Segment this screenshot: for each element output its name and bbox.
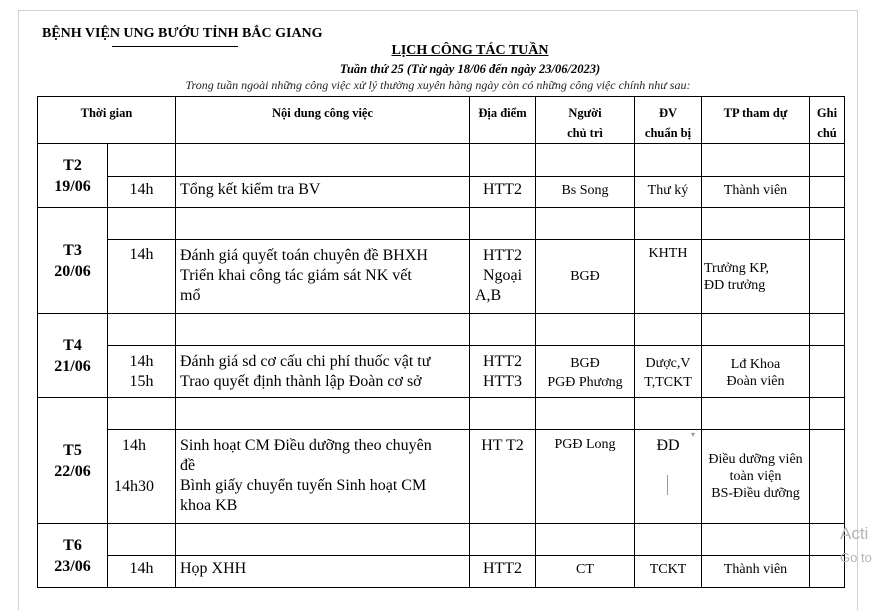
hospital-name: BỆNH VIỆN UNG BƯỚU TỈNH BẮC GIANG bbox=[42, 26, 323, 41]
time-line: 14h30 bbox=[114, 478, 154, 495]
col-chair-l2: chủ trì bbox=[567, 126, 603, 140]
content-line: Đánh giá sd cơ cấu chi phí thuốc vật tư bbox=[180, 353, 431, 370]
place-cell: HT T2 bbox=[470, 430, 536, 524]
attendees-cell bbox=[702, 346, 810, 398]
day-label: T3 bbox=[63, 241, 82, 259]
chair-cell: BGĐ bbox=[536, 240, 635, 314]
attendee-line: Điều dưỡng viên bbox=[708, 452, 803, 467]
content-line: Trao quyết định thành lập Đoàn cơ sở bbox=[180, 373, 422, 390]
place-line: HTT2 bbox=[482, 247, 523, 264]
col-notes-l1: Ghi bbox=[816, 106, 838, 120]
prep-cell: ĐD bbox=[635, 430, 702, 524]
content-line: Bình giấy chuyển tuyến Sinh hoạt CM bbox=[180, 477, 427, 494]
schedule-title bbox=[0, 43, 874, 59]
attendees-cell: Thành viên bbox=[702, 177, 810, 208]
place-line: HTT3 bbox=[482, 373, 523, 390]
table-row bbox=[38, 524, 845, 556]
prep-cell bbox=[635, 346, 702, 398]
day-label: T5 bbox=[63, 441, 82, 459]
time-cell bbox=[108, 346, 176, 398]
col-chair-l1: Người bbox=[568, 106, 602, 120]
prep-cell: KHTH bbox=[635, 240, 702, 314]
chair-cell: Bs Song bbox=[536, 177, 635, 208]
col-place: Địa điểm bbox=[470, 97, 536, 144]
activation-watermark: Acti bbox=[840, 524, 869, 543]
week-range: Tuần thứ 25 (Từ ngày 18/06 đến ngày 23/06/2023) bbox=[339, 62, 601, 76]
table-row bbox=[38, 556, 845, 588]
place-cell bbox=[470, 240, 536, 314]
day-label: T4 bbox=[63, 336, 82, 354]
content-cell: Họp XHH bbox=[176, 556, 470, 588]
time-cell: 14h bbox=[108, 177, 176, 208]
day-cell bbox=[38, 208, 108, 314]
chair-cell: PGĐ Long bbox=[536, 430, 635, 524]
time-cell bbox=[108, 430, 176, 524]
place-line: A,B bbox=[475, 287, 502, 304]
chair-line: PGĐ Phương bbox=[547, 375, 623, 390]
day-date: 19/06 bbox=[54, 177, 91, 195]
day-label: T2 bbox=[63, 156, 82, 174]
schedule-title-text: LỊCH CÔNG TÁC TUẦN bbox=[391, 43, 549, 58]
day-cell bbox=[38, 398, 108, 524]
col-prep bbox=[635, 97, 702, 144]
table-row bbox=[38, 346, 845, 398]
schedule-note: Trong tuần ngoài những công việc xử lý thường xuyên hàng ngày còn có những công việc chính như sau: bbox=[185, 78, 691, 92]
attendees-cell: Thành viên bbox=[702, 556, 810, 588]
col-content: Nội dung công việc bbox=[176, 97, 470, 144]
chair-cell bbox=[536, 346, 635, 398]
day-cell bbox=[38, 314, 108, 398]
place-cell bbox=[470, 346, 536, 398]
attendee-line: Đoàn viên bbox=[726, 374, 785, 389]
attendees-cell bbox=[702, 240, 810, 314]
col-prep-l1: ĐV bbox=[658, 106, 678, 120]
table-row bbox=[38, 314, 845, 346]
chair-line: BGĐ bbox=[570, 356, 600, 371]
text-cursor bbox=[667, 475, 668, 495]
content-line: mổ bbox=[180, 287, 201, 304]
place-cell: HTT2 bbox=[470, 556, 536, 588]
header-row bbox=[38, 97, 845, 144]
schedule-table bbox=[37, 96, 845, 588]
table-row bbox=[38, 398, 845, 430]
dropdown-marker-icon[interactable]: ▾ bbox=[691, 430, 696, 439]
col-attendees: TP tham dự bbox=[702, 97, 810, 144]
time-line: 14h bbox=[129, 353, 154, 370]
chair-cell: CT bbox=[536, 556, 635, 588]
place-line: HTT2 bbox=[482, 353, 523, 370]
prep-cell: TCKT bbox=[635, 556, 702, 588]
content-cell bbox=[176, 430, 470, 524]
time-line: 15h bbox=[129, 373, 154, 390]
activation-watermark-sub: Go to bbox=[840, 550, 872, 565]
attendee-line: BS-Điều dưỡng bbox=[711, 486, 800, 501]
table-row bbox=[38, 144, 845, 177]
col-time: Thời gian bbox=[38, 97, 176, 144]
content-line: đề bbox=[180, 457, 196, 474]
attendee-line: Trưởng KP, bbox=[704, 260, 770, 276]
col-prep-l2: chuẩn bị bbox=[644, 126, 692, 140]
content-line: Triển khai công tác giám sát NK vết bbox=[180, 267, 412, 284]
day-cell bbox=[38, 524, 108, 588]
table-row bbox=[38, 177, 845, 208]
day-label: T6 bbox=[63, 536, 82, 554]
time-line: 14h bbox=[122, 437, 146, 454]
prep-line: Dược,V bbox=[645, 356, 691, 371]
col-notes bbox=[810, 97, 845, 144]
content-line: khoa KB bbox=[180, 497, 238, 514]
prep-line: T,TCKT bbox=[644, 375, 692, 390]
content-line: Đánh giá quyết toán chuyên đề BHXH bbox=[180, 247, 428, 264]
content-cell bbox=[176, 346, 470, 398]
time-cell: 14h bbox=[108, 556, 176, 588]
content-cell bbox=[176, 240, 470, 314]
place-line: Ngoại bbox=[482, 267, 523, 284]
prep-cell: Thư ký bbox=[635, 177, 702, 208]
col-chair bbox=[536, 97, 635, 144]
attendee-line: toàn viện bbox=[729, 469, 782, 484]
attendee-line: Lđ Khoa bbox=[730, 357, 781, 372]
day-date: 20/06 bbox=[54, 262, 91, 280]
attendee-line: ĐD trưởng bbox=[704, 277, 766, 293]
col-notes-l2: chú bbox=[817, 126, 837, 140]
content-cell: Tổng kết kiểm tra BV bbox=[176, 177, 470, 208]
table-row bbox=[38, 240, 845, 314]
place-cell: HTT2 bbox=[470, 177, 536, 208]
attendees-cell bbox=[702, 430, 810, 524]
table-row bbox=[38, 208, 845, 240]
table-row bbox=[38, 430, 845, 524]
day-cell bbox=[38, 144, 108, 208]
day-date: 23/06 bbox=[54, 557, 91, 575]
content-line: Sinh hoạt CM Điều dưỡng theo chuyên bbox=[180, 437, 432, 454]
time-cell: 14h bbox=[108, 240, 176, 314]
day-date: 21/06 bbox=[54, 357, 91, 375]
day-date: 22/06 bbox=[54, 462, 91, 480]
